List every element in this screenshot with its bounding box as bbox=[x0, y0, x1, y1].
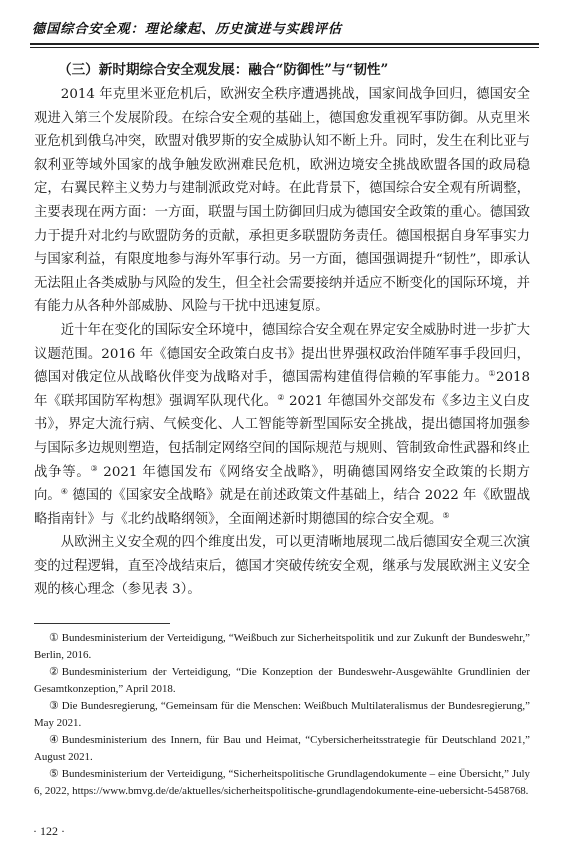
text-run: 2014 年克里米亚危机后，欧洲安全秩序遭遇挑战，国家间战争回归，德国安全观进入第三个发展阶段。在综合安全观的基础上，德国愈发重视军事防御。从克里米亚危机到俄乌冲突，欧盟对俄罗斯的安全威胁认知不断上升。同时，发生在利比亚与叙利亚等域外国家的战争触发欧洲难民危机，欧洲边境安全挑战欧盟各国的政局稳定，右翼民粹主义势力与建制派政党对峙。在此背景下，德国综合安全观有所调整，主要表现在两方面：一方面，联盟与国土防御回归成为德国安全政策的重心。德国致力于提升对北约与欧盟防务的贡献，承担更多联盟防务责任。德国根据自身军事实力与国家利益，有限度地参与海外军事行动。另一方面，德国强调提升“韧性”，即承认无法阻止各类威胁与风险的发生，但全社会需要接纳并适应不断变化的国际环境，并有能力从各种外部威胁、风险与干扰中迅速复原。 bbox=[34, 87, 530, 315]
footnote-3 bbox=[34, 698, 530, 731]
text-run: 德国的《国家安全战略》就是在前述政策文件基础上，结合 2022 年《欧盟战略指南针》与《北约战略纲领》，全面阐述新时期德国的综合安全观。 bbox=[34, 488, 531, 527]
header-rule-thick bbox=[30, 43, 539, 45]
footnote-reference: ③ bbox=[90, 463, 99, 473]
footnote-text: Die Bundesregierung, “Gemeinsam für die Menschen: Weißbuch Multilateralismus der Bundesregierung,” May 2021. bbox=[34, 700, 530, 729]
page-number: · 122 · bbox=[33, 824, 65, 838]
footnote-text: Bundesministerium der Verteidigung, “Sicherheitspolitische Grundlagendokumente – eine Übersicht,” July 6, 2022, https://www.bmvg.de/de/aktuelles/sicherheitspolitische-grundlagendokumente-eine-uebersicht-5458768. bbox=[34, 768, 530, 797]
body-text bbox=[34, 83, 530, 602]
footnote-reference: ④ bbox=[60, 487, 68, 497]
footnote-marker: ② bbox=[49, 666, 59, 678]
footnotes bbox=[34, 630, 530, 800]
paragraph bbox=[34, 531, 530, 602]
footnote-marker: ⑤ bbox=[49, 768, 59, 780]
text-run: 2018 年《联邦国防军构想》强调军队现代化。 bbox=[34, 370, 531, 409]
footnote-4 bbox=[34, 732, 530, 765]
footnote-marker: ③ bbox=[49, 700, 59, 712]
footnote-separator bbox=[34, 623, 170, 624]
text-run: 从欧洲主义安全观的四个维度出发，可以更清晰地展现二战后德国安全观三次演变的过程逻辑，直至冷战结束后，德国才突破传统安全观，继承与发展欧洲主义安全观的核心理念（参见表 3）。 bbox=[34, 535, 530, 598]
footnote-text: Bundesministerium des Innern, für Bau und Heimat, “Cybersicherheitsstrategie für Deutschland 2021,” August 2021. bbox=[34, 734, 530, 763]
footnote-marker: ① bbox=[49, 632, 59, 644]
text-run: 2021 年德国外交部发布《多边主义白皮书》，界定大流行病、气候变化、人工智能等新型国际安全挑战，提出德国将加强参与国际多边规则塑造，包括制定网络空间的国际规范与规则、管制致命性武器和终止战争等。 bbox=[34, 393, 530, 480]
footnote-2 bbox=[34, 664, 530, 697]
footnote-5 bbox=[34, 766, 530, 799]
text-run: 近十年在变化的国际安全环境中，德国综合安全观在界定安全威胁时进一步扩大议题范围。2016 年《德国安全政策白皮书》提出世界强权政治伴随军事手段回归，德国对俄定位从战略伙伴变为战略对手，德国需构建值得信赖的军事能力。 bbox=[34, 322, 530, 386]
running-header: 德国综合安全观：理论缘起、历史演进与实践评估 bbox=[32, 22, 342, 37]
footnote-marker: ④ bbox=[49, 734, 59, 746]
footnote-1 bbox=[34, 630, 530, 663]
paragraph bbox=[34, 319, 530, 531]
section-heading: （三）新时期综合安全观发展：融合“防御性”与“韧性” bbox=[58, 62, 389, 78]
footnote-reference: ② bbox=[277, 392, 285, 402]
paragraph bbox=[34, 83, 530, 319]
header-rule-thin bbox=[30, 47, 539, 48]
footnote-text: Bundesministerium der Verteidigung, “Weißbuch zur Sicherheitspolitik und zur Zukunft der Bundeswehr,” Berlin, 2016. bbox=[34, 632, 530, 661]
footnote-reference: ① bbox=[488, 369, 496, 379]
text-run: 2021 年德国发布《网络安全战略》，明确德国网络安全政策的长期方向。 bbox=[34, 464, 530, 504]
footnote-reference: ⑤ bbox=[442, 510, 450, 520]
footnote-text: Bundesministerium der Verteidigung, “Die Konzeption der Bundeswehr-Ausgewählte Grundlinien der Gesamtkonzeption,” April 2018. bbox=[34, 666, 530, 695]
